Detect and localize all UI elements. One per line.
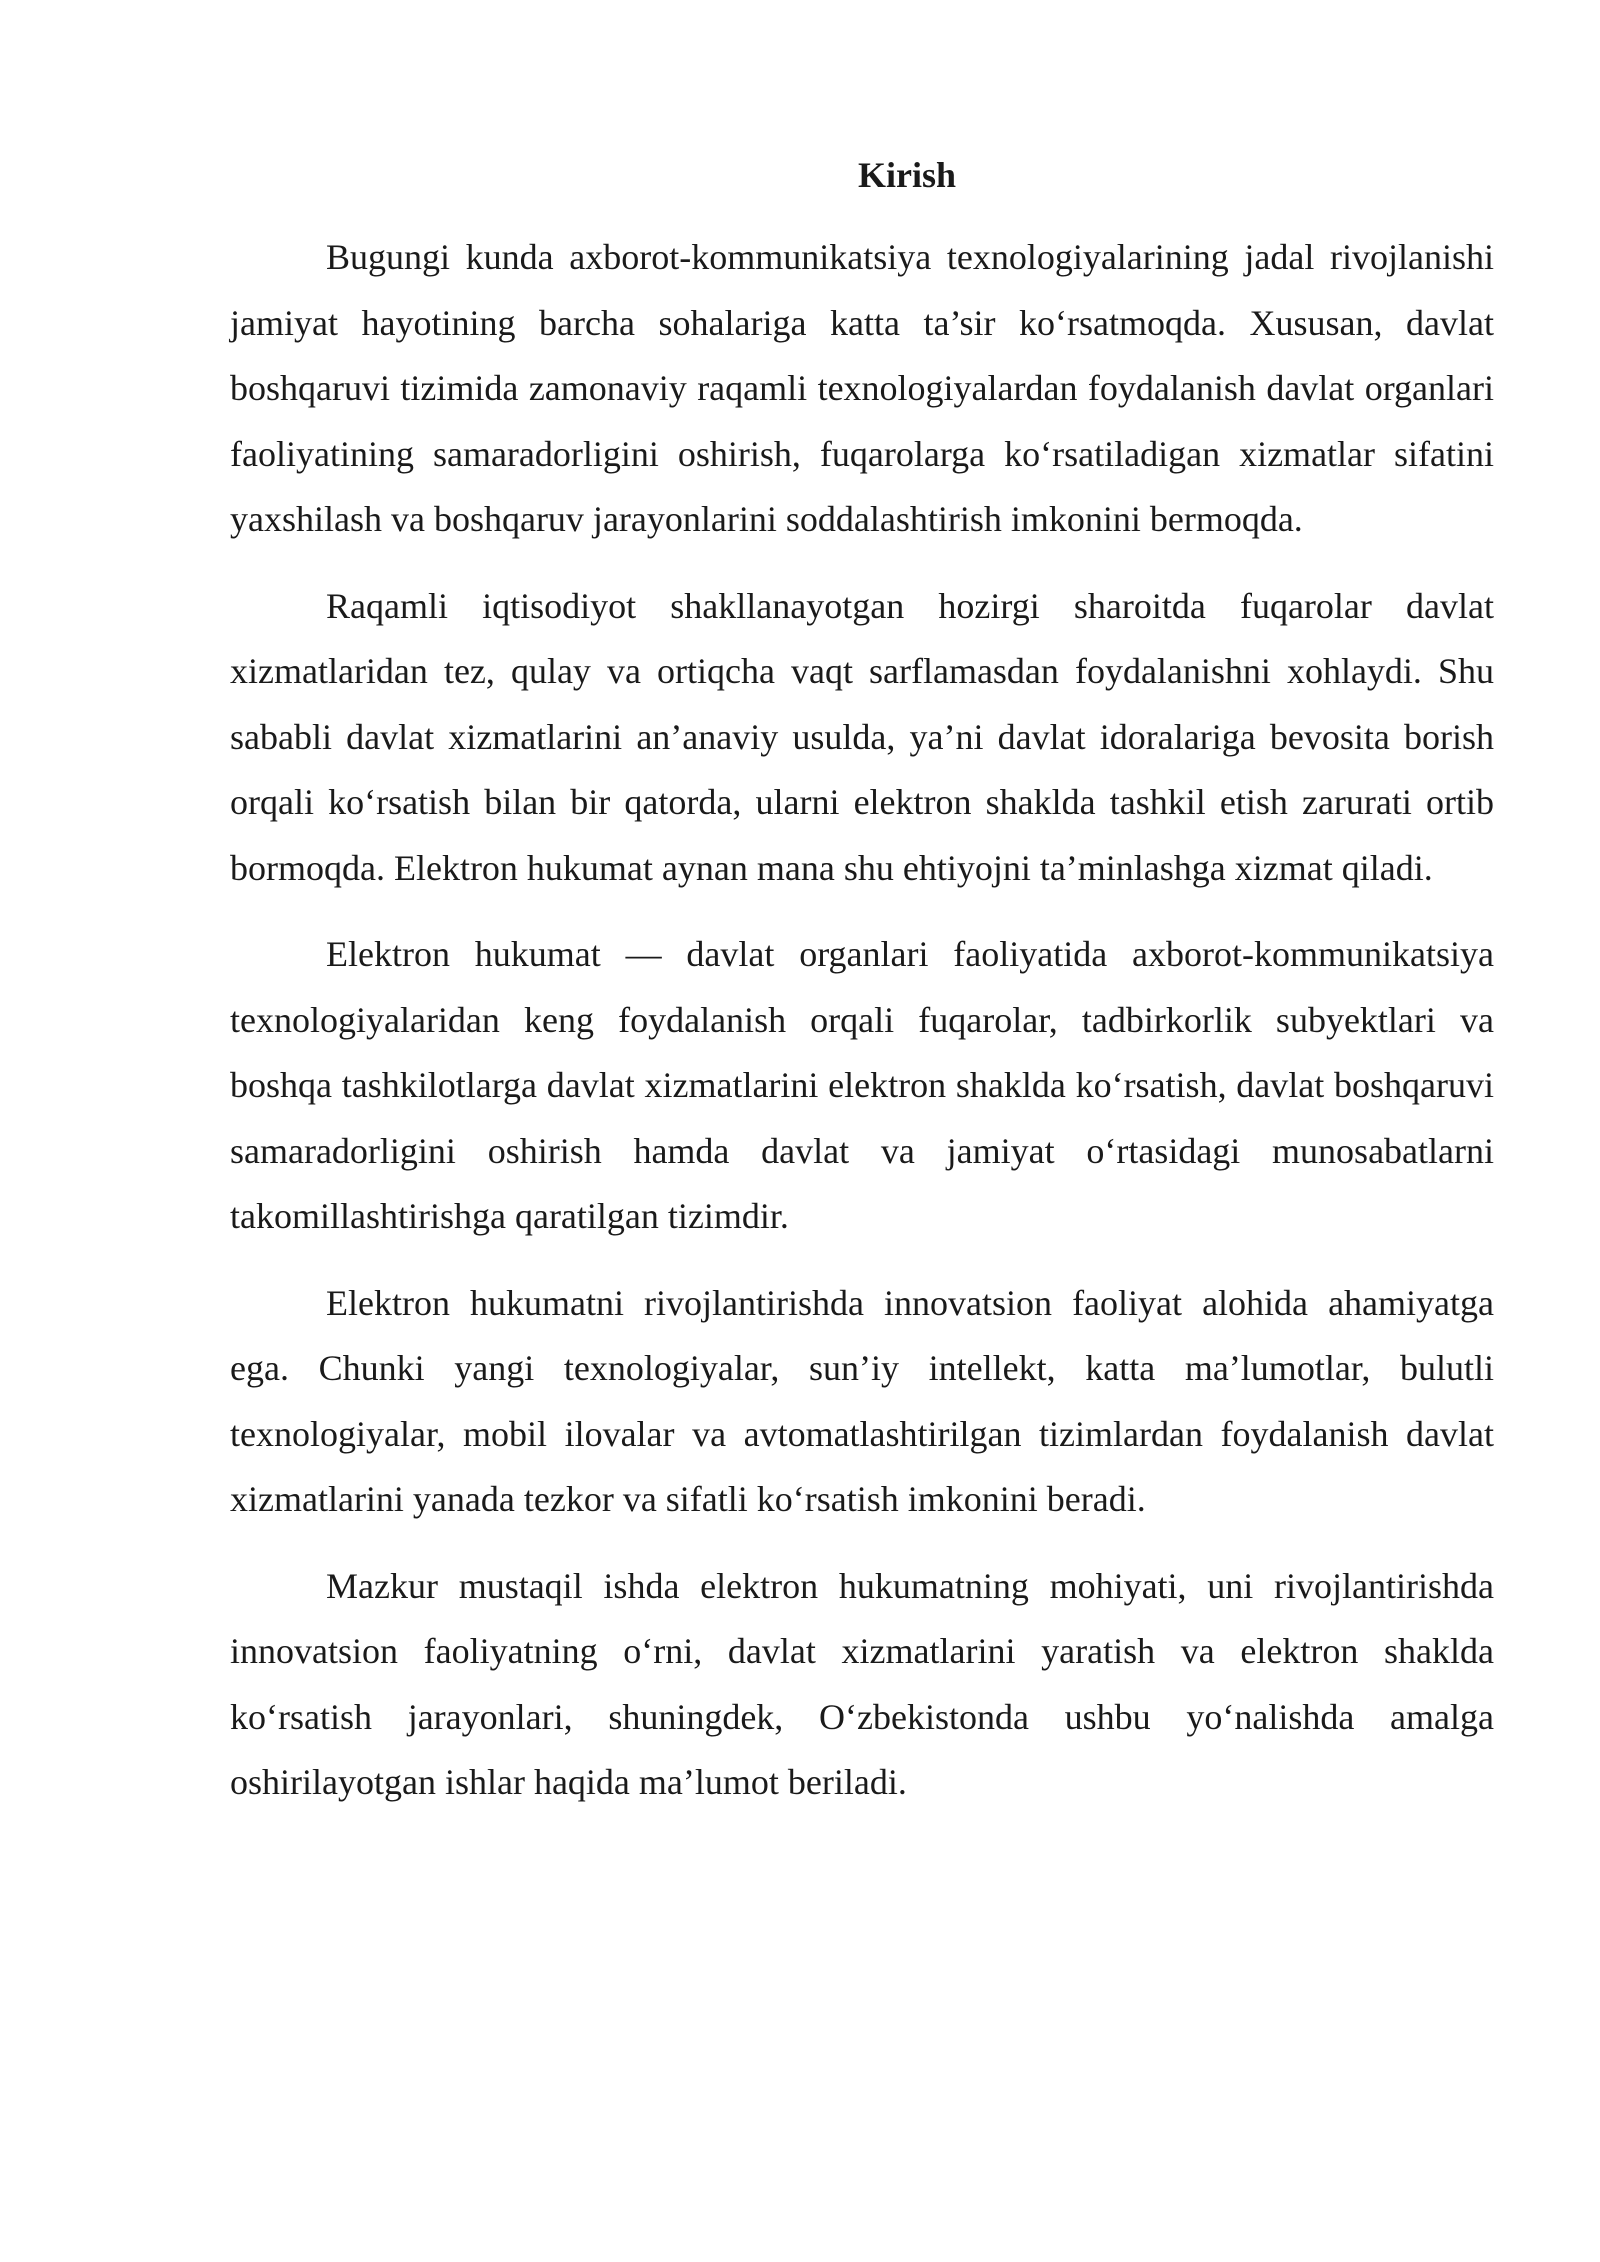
paragraph-3: Elektron hukumat — davlat organlari faoliyatida axborot-kommunikatsiya texnologiyalaridan keng foydalanish orqali fuqarolar, tadbirkorlik subyektlari va boshqa tashkilotlarga davlat xizmatlarini elektron shaklda ko‘rsatish, davlat boshqaruvi samaradorligini oshirish hamda davlat va jamiyat o‘rtasidagi munosabatlarni takomillashtirishga qaratilgan tizimdir. xyxy=(230,934,1494,1236)
paragraph-2: Raqamli iqtisodiyot shakllanayotgan hozirgi sharoitda fuqarolar davlat xizmatlaridan tez, qulay va ortiqcha vaqt sarflamasdan foydalanishni xohlaydi. Shu sababli davlat xizmatlarini an’anaviy usulda, ya’ni davlat idoralariga bevosita borish orqali ko‘rsatish bilan bir qatorda, ularni elektron shaklda tashkil etish zarurati ortib bormoqda. Elektron hukumat aynan mana shu ehtiyojni ta’minlashga xizmat qiladi. xyxy=(230,585,1494,888)
paragraph-5: Mazkur mustaqil ishda elektron hukumatning mohiyati, uni rivojlantirishda innovatsion faoliyatning o‘rni, davlat xizmatlarini yaratish va elektron shaklda ko‘rsatish jarayonlari, shuningdek, O‘zbekistonda ushbu yo‘nalishda amalga oshirilayotgan ishlar haqida ma’lumot beriladi. xyxy=(230,1565,1494,1802)
paragraph-4: Elektron hukumatni rivojlantirishda innovatsion faoliyat alohida ahamiyatga ega. Chunki yangi texnologiyalar, sun’iy intellekt, katta ma’lumotlar, bulutli texnologiyalar, mobil ilovalar va avtomatlashtirilgan tizimlardan foydalanish davlat xizmatlarini yanada tezkor va sifatli ko‘rsatish imkonini beradi. xyxy=(230,1282,1494,1519)
document-body xyxy=(230,145,1494,1837)
page-title: Kirish xyxy=(857,155,956,195)
paragraph-1: Bugungi kunda axborot-kommunikatsiya texnologiyalarining jadal rivojlanishi jamiyat hayotining barcha sohalariga katta ta’sir ko‘rsatmoqda. Xususan, davlat boshqaruvi tizimida zamonaviy raqamli texnologiyalardan foydalanish davlat organlari faoliyatining samaradorligini oshirish, fuqarolarga ko‘rsatiladigan xizmatlar sifatini yaxshilash va boshqaruv jarayonlarini soddalashtirish imkonini bermoqda. xyxy=(230,237,1494,539)
